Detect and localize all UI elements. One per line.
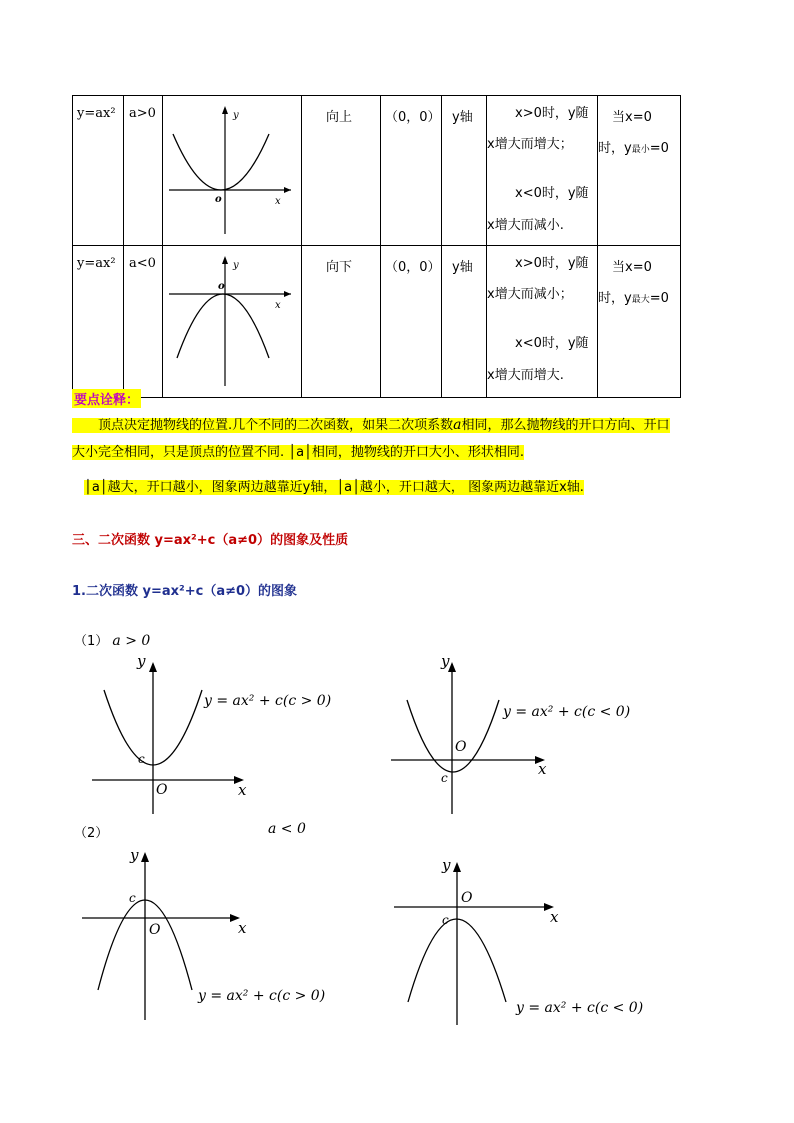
part-1-label [74, 630, 150, 649]
parabola-down-graph [163, 246, 301, 393]
graph-a-neg-c-neg [390, 850, 650, 1030]
notes-line [72, 439, 732, 466]
notes-line1 [72, 418, 670, 433]
axis-text: y轴 [452, 260, 473, 275]
opening-text: 向下 [326, 260, 353, 275]
extreme-pre: 时，y [598, 291, 632, 306]
c-label: c [441, 771, 448, 785]
y-arrow [149, 662, 157, 672]
notes-line3: │a│越大，开口越小，图象两边越靠近y轴，│a│越小，开口越大， 图象两边越靠近x轴. [84, 480, 584, 495]
section-3-tail: 的图象及性质 [270, 533, 349, 548]
extreme-post: =0 [649, 291, 669, 306]
parabola-curve [177, 294, 269, 358]
graph-cell [163, 246, 302, 398]
subsection-1-heading: 1.二次函数 y=ax²+c（a≠0）的图象 [72, 584, 298, 599]
x-label: x [275, 196, 281, 207]
mono-line: x>0时，y随 [515, 256, 589, 271]
table-row [73, 96, 681, 246]
part-2-label [74, 822, 108, 841]
extreme-sub: 最大 [631, 295, 650, 305]
part-2-cond: a < 0 [268, 821, 306, 837]
y-label: y [441, 652, 450, 670]
mono-line: x>0时，y随 [515, 106, 589, 121]
part-1-number: （1） [74, 634, 109, 649]
graph-a-pos-c-pos [82, 650, 332, 820]
mono-line: x增大而减小. [487, 218, 564, 233]
notes-line1-pre: 顶点决定抛物线的位置.几个不同的二次函数，如果二次项系数 [98, 418, 454, 433]
x-label: x [550, 908, 559, 926]
extreme-line: 当x=0 [612, 260, 652, 275]
origin-label: O [455, 739, 467, 755]
part-2-number: （2） [74, 826, 109, 841]
equation-label: y = ax² + c(c < 0) [503, 704, 631, 720]
cond-cell [124, 246, 163, 398]
equation-label: y = ax² + c(c < 0) [516, 1000, 644, 1016]
y-arrow [222, 256, 228, 264]
section-3-lead: 三、二次函数 [72, 533, 155, 548]
mono-line: x增大而增大. [487, 368, 564, 383]
parabola-curve [407, 700, 499, 772]
axis-cell [442, 246, 487, 398]
y-label: y [233, 260, 239, 271]
y-arrow [222, 106, 228, 114]
extreme-value [598, 287, 669, 306]
equation-label: y = ax² + c(c > 0) [204, 693, 332, 709]
part-1-cond: a > 0 [112, 633, 151, 649]
notes-line2: 大小完全相同，只是顶点的位置不同. │a│相同，抛物线的开口大小、形状相同. [72, 445, 525, 460]
notes-title: 要点诠释： [72, 389, 141, 408]
monotonic-cell [487, 96, 598, 246]
y-arrow [141, 852, 149, 862]
c-label: c [129, 891, 136, 905]
c-label: c [138, 752, 145, 766]
extreme-sub: 最小 [631, 145, 650, 155]
x-label: x [275, 300, 281, 311]
func-cell [73, 96, 124, 246]
monotonic-cell [487, 246, 598, 398]
table-row [73, 246, 681, 398]
notes-line1-a: a [453, 417, 462, 433]
func-cell [73, 246, 124, 398]
x-label: x [538, 760, 547, 778]
axis-cell [442, 96, 487, 246]
y-label: y [137, 652, 146, 670]
graph-cell [163, 96, 302, 246]
x-arrow [284, 291, 291, 297]
y-label: y [442, 856, 451, 874]
graph-a-pos-c-neg [385, 650, 635, 820]
mono-line: x增大而减小； [487, 287, 573, 302]
section-3-formula: y=ax²+c（a≠0） [154, 533, 271, 548]
parabola-up-graph [163, 96, 301, 241]
vertex-cell [381, 96, 442, 246]
vertex-text: （0，0） [385, 110, 441, 125]
vertex-cell [381, 246, 442, 398]
origin-label: o [218, 281, 225, 292]
graph-a-neg-c-pos [76, 840, 336, 1025]
notes-line1-post: 相同，那么抛物线的开口方向、开口 [461, 418, 670, 433]
extreme-post: =0 [649, 141, 669, 156]
x-label: x [238, 781, 247, 799]
func-text: y=ax² [77, 256, 116, 271]
notes-body [72, 412, 732, 501]
y-label: y [130, 846, 139, 864]
opening-cell [302, 246, 381, 398]
c-label: c [442, 913, 449, 927]
x-arrow [284, 187, 291, 193]
parabola-curve [173, 134, 269, 190]
section-3-heading [72, 529, 348, 548]
extreme-cell [598, 246, 681, 398]
origin-label: O [156, 782, 168, 798]
opening-text: 向上 [326, 110, 353, 125]
extreme-value [598, 137, 669, 156]
x-label: x [238, 919, 247, 937]
cond-cell [124, 96, 163, 246]
notes-line [72, 474, 732, 501]
extreme-line: 当x=0 [612, 110, 652, 125]
origin-label: O [149, 922, 161, 938]
origin-label: o [215, 194, 222, 205]
y-label: y [233, 110, 239, 121]
vertex-text: （0，0） [385, 260, 441, 275]
y-arrow [453, 862, 461, 872]
extreme-pre: 时，y [598, 141, 632, 156]
extreme-cell [598, 96, 681, 246]
mono-line: x<0时，y随 [515, 186, 589, 201]
equation-label: y = ax² + c(c > 0) [198, 988, 326, 1004]
notes-line [72, 412, 732, 439]
properties-table [72, 95, 681, 398]
cond-text: a<0 [129, 256, 156, 271]
mono-line: x增大而增大； [487, 137, 573, 152]
cond-text: a>0 [129, 106, 156, 121]
origin-label: O [461, 890, 473, 906]
opening-cell [302, 96, 381, 246]
mono-line: x<0时，y随 [515, 336, 589, 351]
func-text: y=ax² [77, 106, 116, 121]
axis-text: y轴 [452, 110, 473, 125]
